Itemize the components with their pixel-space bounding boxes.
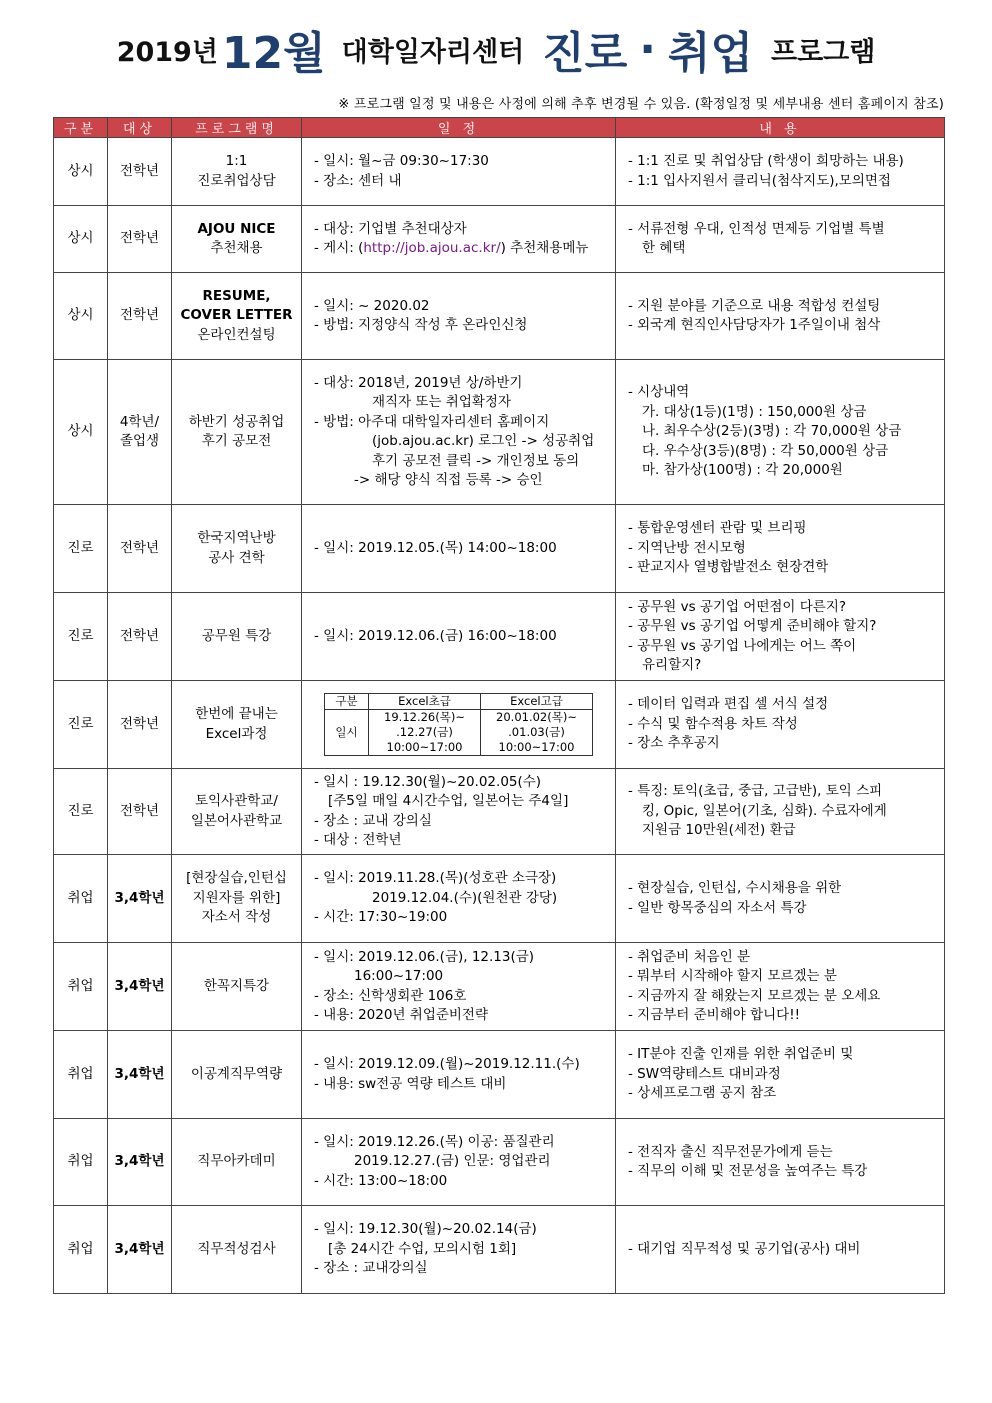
row-program-name: 직무아카데미 (172, 1119, 302, 1206)
page-title (0, 14, 992, 84)
row-target: 3,4학년 (108, 943, 172, 1031)
row-schedule: - 대상: 기업별 추천대상자 - 게시: (http://job.ajou.ac.kr/) 추천채용메뉴 (302, 206, 616, 273)
table-row (54, 138, 945, 206)
row-program-name: AJOU NICE 추천채용 (172, 206, 302, 273)
row-category: 취업 (54, 855, 108, 943)
row-content: - 1:1 진로 및 취업상담 (학생이 희망하는 내용) - 1:1 입사지원서 클리닉(첨삭지도),모의면접 (616, 138, 945, 206)
row-target: 3,4학년 (108, 855, 172, 943)
row-category: 진로 (54, 769, 108, 855)
row-category: 취업 (54, 1031, 108, 1119)
header-program: 프로그램명 (172, 118, 302, 138)
title-year: 2019년 (116, 36, 218, 68)
row-content: - IT분야 진출 인재를 위한 취업준비 및 - SW역량테스트 대비과정 - 상세프로그램 공지 참조 (616, 1031, 945, 1119)
table-row (54, 1031, 945, 1119)
header-schedule: 일 정 (302, 118, 616, 138)
row-target: 전학년 (108, 681, 172, 769)
row-target: 전학년 (108, 206, 172, 273)
row-content: - 공무원 vs 공기업 어떤점이 다른지? - 공무원 vs 공기업 어떻게 준비해야 할지? - 공무원 vs 공기업 나에게는 어느 쪽이 유리할지? (616, 593, 945, 681)
job-site-link[interactable]: http://job.ajou.ac.kr/ (363, 240, 501, 256)
row-content: - 통합운영센터 관람 및 브리핑 - 지역난방 전시모형 - 판교지사 열병합발전소 현장견학 (616, 505, 945, 593)
row-content: - 데이터 입력과 편집 셀 서식 설정 - 수식 및 함수적용 차트 작성 - 장소 추후공지 (616, 681, 945, 769)
title-dot: · (639, 23, 656, 75)
table-row (54, 1206, 945, 1294)
row-program-name: 하반기 성공취업 후기 공모전 (172, 360, 302, 505)
row-schedule: - 대상: 2018년, 2019년 상/하반기 재직자 또는 취업확정자 - 방법: 아주대 대학일자리센터 홈페이지 (job.ajou.ac.kr) 로그인 -> 성공취업 후기 공모전 클릭 -> 개인정보 동의 -> 해당 양식 직접 등록 -> 승인 (302, 360, 616, 505)
row-target: 전학년 (108, 769, 172, 855)
row-schedule: - 일시: 2019.12.09.(월)~2019.12.11.(수) - 내용: sw전공 역량 테스트 대비 (302, 1031, 616, 1119)
row-category: 취업 (54, 1119, 108, 1206)
row-schedule: - 일시: 19.12.30(월)~20.02.14(금) [총 24시간 수업, 모의시험 1회] - 장소 : 교내강의실 (302, 1206, 616, 1294)
table-row (54, 593, 945, 681)
row-content: - 취업준비 처음인 분 - 뭐부터 시작해야 할지 모르겠는 분 - 지금까지 잘 해왔는지 모르겠는 분 오세요 - 지금부터 준비해야 합니다!! (616, 943, 945, 1031)
excel-header-category: 구분 (325, 694, 369, 710)
row-program-name: 공무원 특강 (172, 593, 302, 681)
row-schedule: - 일시: 월~금 09:30~17:30 - 장소: 센터 내 (302, 138, 616, 206)
row-program-name: 이공계직무역량 (172, 1031, 302, 1119)
title-center: 대학일자리센터 (341, 36, 525, 68)
header-category: 구분 (54, 118, 108, 138)
row-program-name: 한번에 끝내는 Excel과정 (172, 681, 302, 769)
table-row (54, 681, 945, 769)
excel-label-date: 일시 (325, 710, 369, 756)
row-schedule: - 일시: 2019.11.28.(목)(성호관 소극장) 2019.12.04.(수)(원천관 강당) - 시간: 17:30~19:00 (302, 855, 616, 943)
row-category: 진로 (54, 681, 108, 769)
row-program-name: 한꼭지특강 (172, 943, 302, 1031)
notice-text: ※ 프로그램 일정 및 내용은 사정에 의해 추후 변경될 수 있음. (확정일정 및 세부내용 센터 홈페이지 참조) (338, 97, 944, 112)
row-category: 취업 (54, 943, 108, 1031)
row-target: 3,4학년 (108, 1206, 172, 1294)
row-target: 3,4학년 (108, 1119, 172, 1206)
row-target: 전학년 (108, 138, 172, 206)
row-schedule: - 일시 : 19.12.30(월)~20.02.05(수) [주5일 매일 4시간수업, 일본어는 주4일] - 장소 : 교내 강의실 - 대상 : 전학년 (302, 769, 616, 855)
row-category: 상시 (54, 138, 108, 206)
table-row (54, 360, 945, 505)
row-schedule: - 일시: ~ 2020.02 - 방법: 지정양식 작성 후 온라인신청 (302, 273, 616, 360)
row-program-name: 1:1 진로취업상담 (172, 138, 302, 206)
row-category: 상시 (54, 206, 108, 273)
row-schedule (302, 681, 616, 769)
row-content: - 시상내역 가. 대상(1등)(1명) : 150,000원 상금 나. 최우수상(2등)(3명) : 각 70,000원 상금 다. 우수상(3등)(8명) : 각 50,000원 상금 마. 참가상(100명) : 각 20,000원 (616, 360, 945, 505)
row-program-name: 토익사관학교/ 일본어사관학교 (172, 769, 302, 855)
row-content: - 현장실습, 인턴십, 수시채용을 위한 - 일반 항목중심의 자소서 특강 (616, 855, 945, 943)
excel-basic-date: 19.12.26(목)~ .12.27(금) 10:00~17:00 (369, 710, 481, 756)
table-row (54, 943, 945, 1031)
row-schedule: - 일시: 2019.12.06.(금) 16:00~18:00 (302, 593, 616, 681)
table-row (54, 206, 945, 273)
row-program-name: 한국지역난방 공사 견학 (172, 505, 302, 593)
row-schedule: - 일시: 2019.12.05.(목) 14:00~18:00 (302, 505, 616, 593)
table-header-row (54, 118, 945, 138)
title-program: 프로그램 (770, 36, 876, 68)
row-category: 상시 (54, 273, 108, 360)
row-category: 취업 (54, 1206, 108, 1294)
row-target: 전학년 (108, 273, 172, 360)
row-schedule: - 일시: 2019.12.06.(금), 12.13(금) 16:00~17:00 - 장소: 신학생회관 106호 - 내용: 2020년 취업준비전략 (302, 943, 616, 1031)
title-job: 취업 (667, 28, 753, 79)
row-program-name: 직무적성검사 (172, 1206, 302, 1294)
excel-advanced-date: 20.01.02(목)~ .01.03(금) 10:00~17:00 (481, 710, 593, 756)
row-category: 상시 (54, 360, 108, 505)
row-content: - 대기업 직무적성 및 공기업(공사) 대비 (616, 1206, 945, 1294)
row-category: 진로 (54, 593, 108, 681)
header-target: 대상 (108, 118, 172, 138)
row-program-name: RESUME, COVER LETTER 온라인컨설팅 (172, 273, 302, 360)
table-row (54, 273, 945, 360)
table-row (54, 855, 945, 943)
row-target: 3,4학년 (108, 1031, 172, 1119)
row-content: - 전직자 출신 직무전문가에게 듣는 - 직무의 이해 및 전문성을 높여주는 특강 (616, 1119, 945, 1206)
row-target: 4학년/ 졸업생 (108, 360, 172, 505)
title-career: 진로 (542, 28, 628, 79)
table-row (54, 505, 945, 593)
row-content: - 특징: 토익(초급, 중급, 고급반), 토익 스피 킹, Opic, 일본어(기초, 심화). 수료자에게 지원금 10만원(세전) 환급 (616, 769, 945, 855)
row-schedule: - 일시: 2019.12.26.(목) 이공: 품질관리 2019.12.27.(금) 인문: 영업관리 - 시간: 13:00~18:00 (302, 1119, 616, 1206)
table-row (54, 769, 945, 855)
excel-header-advanced: Excel고급 (481, 694, 593, 710)
excel-schedule-table (324, 693, 593, 756)
row-content: - 서류전형 우대, 인적성 면제등 기업별 특별 한 혜택 (616, 206, 945, 273)
table-row (54, 1119, 945, 1206)
row-target: 전학년 (108, 505, 172, 593)
row-category: 진로 (54, 505, 108, 593)
excel-header-basic: Excel초급 (369, 694, 481, 710)
program-table (53, 117, 945, 1294)
row-target: 전학년 (108, 593, 172, 681)
row-content: - 지원 분야를 기준으로 내용 적합성 컨설팅 - 외국계 현직인사담당자가 1주일이내 첨삭 (616, 273, 945, 360)
title-month: 12월 (221, 28, 326, 79)
row-program-name: [현장실습,인턴십 지원자를 위한] 자소서 작성 (172, 855, 302, 943)
header-content: 내 용 (616, 118, 945, 138)
